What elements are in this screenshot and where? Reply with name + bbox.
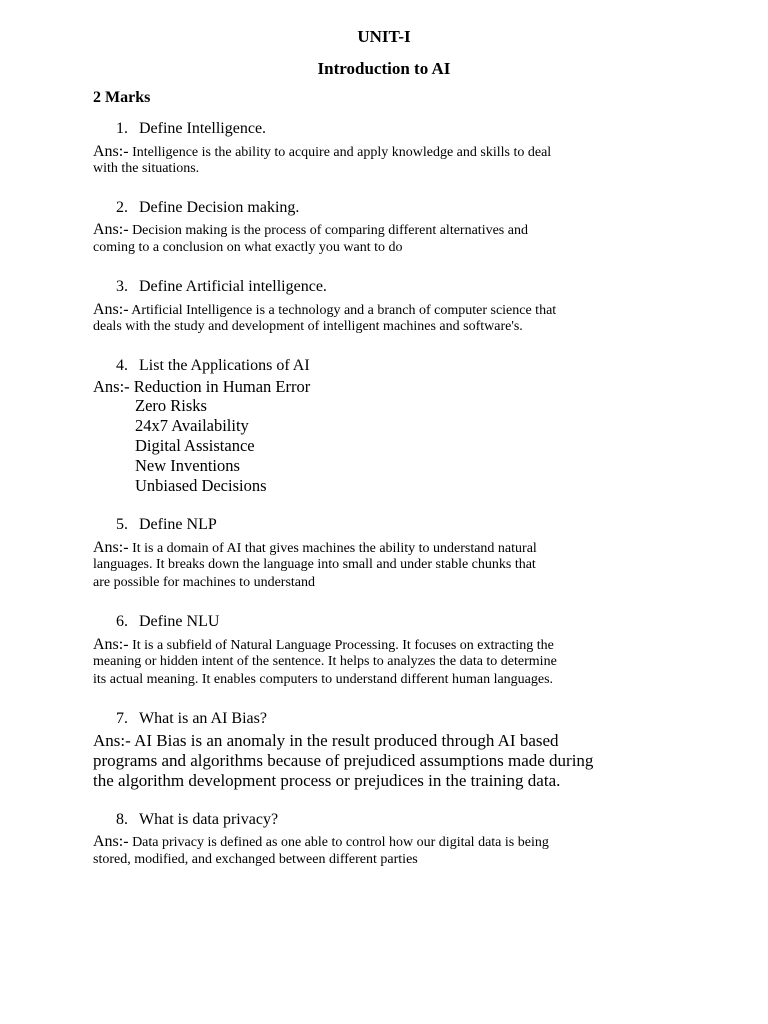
answer-text: Artificial Intelligence is a technology and a branch of computer science that: [131, 303, 557, 318]
answer-2-line-2: coming to a conclusion on what exactly you want to do: [93, 240, 403, 255]
question-text: Define NLP: [139, 516, 217, 533]
answer-1-line-2: with the situations.: [93, 161, 200, 176]
question-7: [116, 711, 267, 727]
answer-label: Ans:-: [93, 143, 129, 160]
question-number: 3.: [116, 278, 128, 295]
answer-3-line-1: [93, 302, 556, 318]
question-number: 2.: [116, 199, 128, 216]
answer-8-line-1: [93, 834, 549, 850]
answer-label: Ans:-: [93, 377, 130, 396]
application-item: Unbiased Decisions: [135, 476, 267, 495]
answer-1-line-1: [93, 144, 551, 160]
application-item: Zero Risks: [135, 396, 207, 415]
answer-7-line-1: [93, 732, 559, 749]
answer-text: Intelligence is the ability to acquire and apply knowledge and skills to deal: [132, 145, 552, 160]
answer-label: Ans:-: [93, 301, 129, 318]
question-5: [116, 517, 217, 533]
answer-6-line-2: meaning or hidden intent of the sentence. It helps to analyzes the data to determine: [93, 654, 557, 669]
question-number: 8.: [116, 811, 128, 828]
answer-label: Ans:-: [93, 731, 131, 750]
answer-text: Decision making is the process of comparing different alternatives and: [132, 223, 528, 238]
answer-label: Ans:-: [93, 833, 129, 850]
question-number: 5.: [116, 516, 128, 533]
question-4: [116, 358, 310, 374]
answer-6-line-1: [93, 637, 554, 653]
answer-text: AI Bias is an anomaly in the result produced through AI based: [134, 731, 559, 750]
question-text: What is an AI Bias?: [139, 710, 267, 727]
question-number: 1.: [116, 120, 128, 137]
answer-text: It is a domain of AI that gives machines the ability to understand natural: [132, 541, 537, 556]
answer-2-line-1: [93, 222, 528, 238]
answer-text: It is a subfield of Natural Language Processing. It focuses on extracting the: [132, 638, 554, 653]
question-6: [116, 614, 219, 630]
question-3: [116, 279, 327, 295]
question-text: Define Decision making.: [139, 199, 300, 216]
question-number: 4.: [116, 357, 128, 374]
question-text: What is data privacy?: [139, 811, 279, 828]
answer-8-line-2: stored, modified, and exchanged between different parties: [93, 852, 418, 867]
section-heading: 2 Marks: [93, 89, 151, 106]
question-text: Define Intelligence.: [139, 120, 267, 137]
answer-7-line-3: the algorithm development process or prejudices in the training data.: [93, 771, 561, 790]
question-text: Define NLU: [139, 613, 220, 630]
question-8: [116, 812, 278, 828]
question-text: Define Artificial intelligence.: [139, 278, 327, 295]
answer-6-line-3: its actual meaning. It enables computers to understand different human languages.: [93, 672, 554, 687]
question-2: [116, 200, 299, 216]
answer-label: Ans:-: [93, 636, 129, 653]
page-title: Introduction to AI: [317, 59, 451, 78]
application-item: 24x7 Availability: [135, 416, 249, 435]
answer-label: Ans:-: [93, 539, 129, 556]
answer-label: Ans:-: [93, 221, 129, 238]
answer-4-line-1: [93, 379, 310, 396]
application-item: Digital Assistance: [135, 436, 255, 455]
question-number: 7.: [116, 710, 128, 727]
answer-5-line-3: are possible for machines to understand: [93, 575, 315, 590]
unit-heading: UNIT-I: [357, 27, 411, 46]
answer-text: Data privacy is defined as one able to control how our digital data is being: [132, 835, 549, 850]
question-number: 6.: [116, 613, 128, 630]
answer-text: Reduction in Human Error: [133, 377, 311, 396]
question-1: [116, 121, 266, 137]
application-item: New Inventions: [135, 456, 240, 475]
answer-5-line-1: [93, 540, 537, 556]
answer-5-line-2: languages. It breaks down the language into small and under stable chunks that: [93, 557, 536, 572]
answer-7-line-2: programs and algorithms because of prejudiced assumptions made during: [93, 751, 594, 770]
answer-3-line-2: deals with the study and development of intelligent machines and software's.: [93, 319, 523, 334]
question-text: List the Applications of AI: [139, 357, 310, 374]
